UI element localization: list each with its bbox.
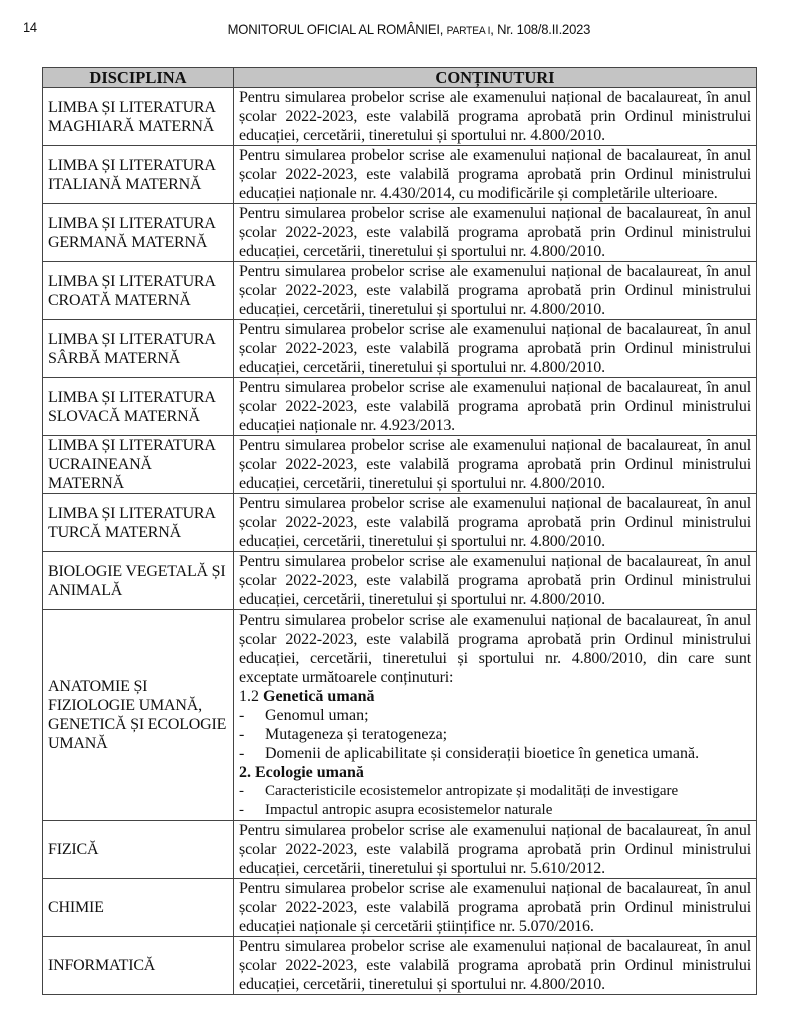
dash-bullet-icon: - <box>239 782 244 799</box>
contents-text: Pentru simularea probelor scrise ale examenului național de bacalaureat, în anul școlar 2022-2023, este valabilă programa aprobată prin Ordinul ministrului educației, cercetării, tineretului și sportului nr. 4.800/2010. <box>239 89 751 144</box>
contents-cell <box>234 320 757 378</box>
header-discipline: DISCIPLINA <box>43 68 234 88</box>
running-header <box>0 21 787 37</box>
contents-text: Pentru simularea probelor scrise ale examenului național de bacalaureat, în anul școlar 2022-2023, este valabilă programa aprobată prin Ordinul ministrului educației, cercetării, tineretului și sportului nr. 4.800/2010. <box>239 321 751 376</box>
dash-bullet-icon: - <box>239 744 245 762</box>
contents-cell <box>234 204 757 262</box>
table-row <box>43 821 757 879</box>
section-heading-ecology <box>239 763 751 782</box>
discipline-cell: LIMBA ȘI LITERATURA MAGHIARĂ MATERNĂ <box>43 88 234 146</box>
discipline-cell: LIMBA ȘI LITERATURA SLOVACĂ MATERNĂ <box>43 378 234 436</box>
contents-cell <box>234 378 757 436</box>
list-item <box>239 706 751 725</box>
contents-text: Pentru simularea probelor scrise ale examenului național de bacalaureat, în anul școlar 2022-2023, este valabilă programa aprobată prin Ordinul ministrului educației, cercetării, tineretului și sportului nr. 4.800/2010. <box>239 205 751 260</box>
contents-cell <box>234 88 757 146</box>
table-row <box>43 378 757 436</box>
discipline-cell: INFORMATICĂ <box>43 937 234 995</box>
discipline-cell: LIMBA ȘI LITERATURA UCRAINEANĂ MATERNĂ <box>43 436 234 494</box>
list-item-text: Genomul uman; <box>265 706 369 724</box>
dash-bullet-icon: - <box>239 706 245 724</box>
table-row <box>43 937 757 995</box>
section-title: 2. Ecologie umană <box>239 763 364 781</box>
discipline-cell: FIZICĂ <box>43 821 234 879</box>
contents-text: Pentru simularea probelor scrise ale examenului național de bacalaureat, în anul școlar 2022-2023, este valabilă programa aprobată prin Ordinul ministrului educației naționale și cercetării științifice nr. 5.070/2016. <box>239 880 751 935</box>
table-row <box>43 436 757 494</box>
list-item <box>239 782 751 801</box>
table-row <box>43 88 757 146</box>
list-item <box>239 801 751 820</box>
contents-cell <box>234 146 757 204</box>
contents-cell <box>234 610 757 821</box>
contents-cell <box>234 552 757 610</box>
table-header-row <box>43 68 757 88</box>
contents-text: Pentru simularea probelor scrise ale examenului național de bacalaureat, în anul școlar 2022-2023, este valabilă programa aprobată prin Ordinul ministrului educației naționale nr. 4.923/2013. <box>239 379 751 434</box>
table-row <box>43 204 757 262</box>
section-title: Genetică umană <box>263 687 375 705</box>
contents-text: Pentru simularea probelor scrise ale examenului național de bacalaureat, în anul școlar 2022-2023, este valabilă programa aprobată prin Ordinul ministrului educației, cercetării, tineretului și sportului nr. 4.800/2010. <box>239 938 751 993</box>
dash-bullet-icon: - <box>239 725 245 743</box>
publication-part: PARTEA I <box>446 25 490 37</box>
table-row <box>43 146 757 204</box>
table-row <box>43 879 757 937</box>
header-contents: CONȚINUTURI <box>234 68 757 88</box>
program-table <box>42 67 757 995</box>
table-row <box>43 610 757 821</box>
discipline-cell: LIMBA ȘI LITERATURA TURCĂ MATERNĂ <box>43 494 234 552</box>
page-number: 14 <box>23 19 37 35</box>
discipline-cell: LIMBA ȘI LITERATURA ITALIANĂ MATERNĂ <box>43 146 234 204</box>
discipline-cell: LIMBA ȘI LITERATURA SÂRBĂ MATERNĂ <box>43 320 234 378</box>
contents-text: Pentru simularea probelor scrise ale examenului național de bacalaureat, în anul școlar 2022-2023, este valabilă programa aprobată prin Ordinul ministrului educației, cercetării, tineretului și sportului nr. 4.800/2010. <box>239 437 751 492</box>
list-item-text: Caracteristicile ecosistemelor antropizate și modalități de investigare <box>265 782 679 799</box>
table-row <box>43 494 757 552</box>
table-row <box>43 262 757 320</box>
list-item <box>239 744 751 763</box>
contents-text: Pentru simularea probelor scrise ale examenului național de bacalaureat, în anul școlar 2022-2023, este valabilă programa aprobată prin Ordinul ministrului educației, cercetării, tineretului și sportului nr. 4.800/2010. <box>239 263 751 318</box>
list-item-text: Domenii de aplicabilitate și considerații bioetice în genetica umană. <box>265 744 700 762</box>
contents-text: Pentru simularea probelor scrise ale examenului național de bacalaureat, în anul școlar 2022-2023, este valabilă programa aprobată prin Ordinul ministrului educației, cercetării, tineretului și sportului nr. 5.610/2012. <box>239 822 751 877</box>
discipline-cell: BIOLOGIE VEGETALĂ ȘI ANIMALĂ <box>43 552 234 610</box>
discipline-cell: CHIMIE <box>43 879 234 937</box>
contents-cell <box>234 494 757 552</box>
dash-bullet-icon: - <box>239 801 244 818</box>
discipline-cell: LIMBA ȘI LITERATURA CROATĂ MATERNĂ <box>43 262 234 320</box>
table-row <box>43 320 757 378</box>
list-item-text: Impactul antropic asupra ecosistemelor naturale <box>265 801 553 818</box>
contents-cell <box>234 436 757 494</box>
publication-issue: , Nr. 108/8.II.2023 <box>489 21 590 37</box>
contents-cell <box>234 821 757 879</box>
contents-cell <box>234 262 757 320</box>
contents-text: Pentru simularea probelor scrise ale examenului național de bacalaureat, în anul școlar 2022-2023, este valabilă programa aprobată prin Ordinul ministrului educației naționale nr. 4.430/2014, cu modificările și completările ulterioare. <box>239 147 751 202</box>
list-item-text: Mutageneza și teratogeneza; <box>265 725 448 743</box>
contents-text: Pentru simularea probelor scrise ale examenului național de bacalaureat, în anul școlar 2022-2023, este valabilă programa aprobată prin Ordinul ministrului educației, cercetării, tineretului și sportului nr. 4.800/2010. <box>239 553 751 608</box>
discipline-cell: LIMBA ȘI LITERATURA GERMANĂ MATERNĂ <box>43 204 234 262</box>
discipline-cell: ANATOMIE ȘI FIZIOLOGIE UMANĂ, GENETICĂ ȘI ECOLOGIE UMANĂ <box>43 610 234 821</box>
contents-cell <box>234 937 757 995</box>
contents-cell <box>234 879 757 937</box>
list-item <box>239 725 751 744</box>
section-number: 1.2 <box>239 687 263 705</box>
contents-text: Pentru simularea probelor scrise ale examenului național de bacalaureat, în anul școlar 2022-2023, este valabilă programa aprobată prin Ordinul ministrului educației, cercetării, tineretului și sportului nr. 4.800/2010. <box>239 495 751 550</box>
table-row <box>43 552 757 610</box>
section-heading-genetics <box>239 687 751 706</box>
contents-text: Pentru simularea probelor scrise ale examenului național de bacalaureat, în anul școlar 2022-2023, este valabilă programa aprobată prin Ordinul ministrului educației, cercetării, tineretului și sportului nr. 4.800/2010, din care sunt exceptate următoarele conținuturi: <box>239 611 751 686</box>
publication-title: MONITORUL OFICIAL AL ROMÂNIEI, <box>227 21 447 37</box>
